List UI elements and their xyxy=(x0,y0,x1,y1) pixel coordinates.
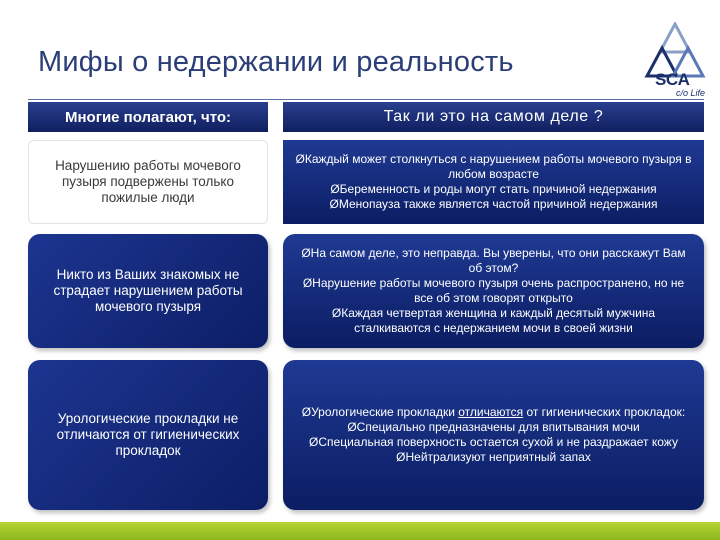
myth-text: Никто из Ваших знакомых не страдает нарушением работы мочевого пузыря xyxy=(53,267,243,314)
fact-line: ØСпециальная поверхность остается сухой и не раздражает кожу xyxy=(309,435,678,449)
reality-header: Так ли это на самом деле ? xyxy=(283,102,704,132)
logo-text: SCA xyxy=(655,70,690,89)
reality-card-3 xyxy=(283,360,704,510)
myth-card-3 xyxy=(28,360,268,510)
fact-line: ØСпециально предназначены для впитывания мочи xyxy=(347,420,640,434)
logo-subtext: c/o Life xyxy=(676,88,706,98)
fact-line: ØКаждая четвертая женщина и каждый десятый мужчина сталкиваются с недержанием мочи в своей жизни xyxy=(331,306,656,335)
fact-line: ØНейтрализуют неприятный запах xyxy=(396,450,591,464)
fact-line: ØМенопауза также является частой причиной недержания xyxy=(329,197,658,211)
fact-line: ØНа самом деле, это неправда. Вы уверены, что они расскажут Вам об этом? xyxy=(301,246,686,275)
reality-card-1 xyxy=(283,140,704,224)
myth-card-1 xyxy=(28,140,268,224)
myth-text: Урологические прокладки не отличаются от гигиенических прокладок xyxy=(56,411,240,458)
fact-line: ØНарушение работы мочевого пузыря очень распространено, но не все об этом говорят открыто xyxy=(302,276,685,305)
myths-header: Многие полагают, что: xyxy=(28,102,268,132)
fact-line: ØБеременность и роды могут стать причиной недержания xyxy=(330,182,657,196)
title-divider xyxy=(28,99,704,100)
page-title: Мифы о недержании и реальность xyxy=(38,46,514,78)
footer-bar xyxy=(0,522,720,540)
reality-card-2 xyxy=(283,234,704,348)
fact-line: ØКаждый может столкнуться с нарушением работы мочевого пузыря в любом возрасте xyxy=(295,152,692,181)
fact-line: ØУрологические прокладки отличаются от гигиенических прокладок: xyxy=(301,405,686,419)
myth-card-2 xyxy=(28,234,268,348)
myth-text: Нарушению работы мочевого пузыря подвержены только пожилые люди xyxy=(55,158,241,205)
